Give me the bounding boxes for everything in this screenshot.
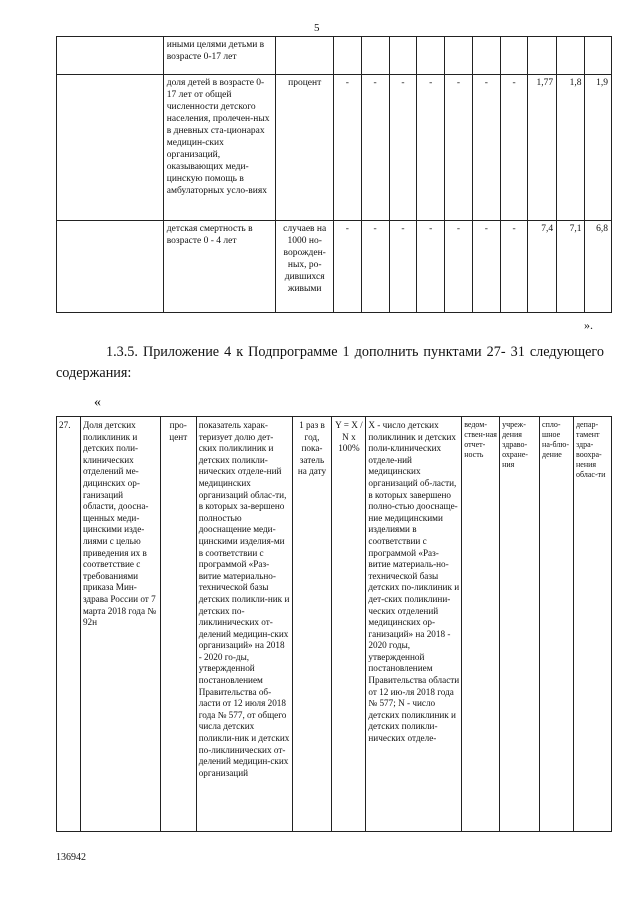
formula-cell: Y = X / N x 100% (332, 417, 366, 832)
value-cell: 7,1 (557, 221, 585, 313)
footer-code: 136942 (56, 852, 86, 863)
table-row (57, 221, 612, 313)
source-cell: ведом-ствен-ная отчет-ность (462, 417, 500, 832)
responsible-cell: учреж-дения здраво-охране-ния (500, 417, 540, 832)
value-cell: - (389, 75, 417, 221)
unit-cell: процент (276, 75, 333, 221)
value-cell: - (445, 75, 473, 221)
value-cell: 6,8 (585, 221, 612, 313)
indicator-values-table (56, 36, 612, 313)
value-cell: - (445, 221, 473, 313)
indicator-name: Доля детских поликлиник и детских поли-клинических отделений ме-дицинских ор-ганизаций области, доосна-щенных меди-цинскими изде-лиями с целью приведения их в соответствие с требованиями приказа Мин-здрава России от 7 марта 2018 года № 92н (80, 417, 160, 832)
value-cell: - (361, 221, 389, 313)
indicator-name: детская смертность в возрасте 0 - 4 лет (163, 221, 276, 313)
value-cell: 1,9 (585, 75, 612, 221)
value-cell: 7,4 (528, 221, 557, 313)
unit-cell: про-цент (160, 417, 196, 832)
closing-quote: ». (584, 318, 593, 332)
unit-cell: случаев на 1000 но-ворожден-ных, ро-дившихся живыми (276, 221, 333, 313)
value-cell: - (333, 75, 361, 221)
value-cell: - (500, 221, 528, 313)
value-cell: - (417, 221, 445, 313)
value-cell: 1,77 (528, 75, 557, 221)
value-cell: - (472, 75, 500, 221)
indicator-name: доля детей в возрасте 0-17 лет от общей численности детского населения, пролечен-ных в дневных ста-ционарах медицин-ских организаций, оказывающих меди-цинскую помощь в амбулаторных усло-виях (163, 75, 276, 221)
method-cell: спло-шное на-блю-дение (540, 417, 574, 832)
opening-quote: « (94, 395, 101, 410)
amendment-paragraph: 1.3.5. Приложение 4 к Подпрограмме 1 дополнить пунктами 27- 31 следующего содержания: (56, 344, 604, 381)
appendix4-table (56, 416, 612, 832)
table-row (57, 417, 612, 832)
indicator-description: показатель харак-теризует долю дет-ских поликлиник и детских поликли-нических отделе-ний медицинских организаций облас-ти, в которых за-вершено полностью дооснащение меди-цинскими изделия-ми в соответствии с программой «Раз-витие материально-технической базы детских поликли-ник и детских по-ликлинических от-делений медицин-ских организаций» на 2018 - 2020 го-ды, утвержденной постановлением Правительства об-ласти от 12 июля 2018 года № 577, от общего числа детских поликли-ник и детских по-ликлинических от-делений медицин-ских организаций (196, 417, 292, 832)
page-number: 5 (314, 22, 320, 34)
value-cell: - (472, 221, 500, 313)
department-cell: депар-тамент здра-воохра-нения облас-ти (573, 417, 611, 832)
table-row (57, 37, 612, 75)
value-cell: - (389, 221, 417, 313)
variables-cell: X - число детских поликлиник и детских поли-клинических отделе-ний медицинских организаций об-ласти, в которых завершено полно-стью дооснаще-ние медицинскими изделиями в соответствии с программой «Раз-витие материаль-но-технической базы детских по-ликлиник и дет-ских поликлини-ческих отделений медицинских ор-ганизаций» на 2018 - 2020 годы, утвержденной постановлением Правительства области от 12 ию-ля 2018 года № 577; N - число детских поликлиник и детских поликли-нических отделе- (366, 417, 462, 832)
value-cell: 1,8 (557, 75, 585, 221)
table-row (57, 75, 612, 221)
value-cell: - (333, 221, 361, 313)
value-cell: - (361, 75, 389, 221)
row-number: 27. (57, 417, 81, 832)
indicator-name: иными целями детьми в возрасте 0-17 лет (163, 37, 276, 75)
periodicity-cell: 1 раз в год, пока-затель на дату (292, 417, 332, 832)
value-cell: - (500, 75, 528, 221)
value-cell: - (417, 75, 445, 221)
